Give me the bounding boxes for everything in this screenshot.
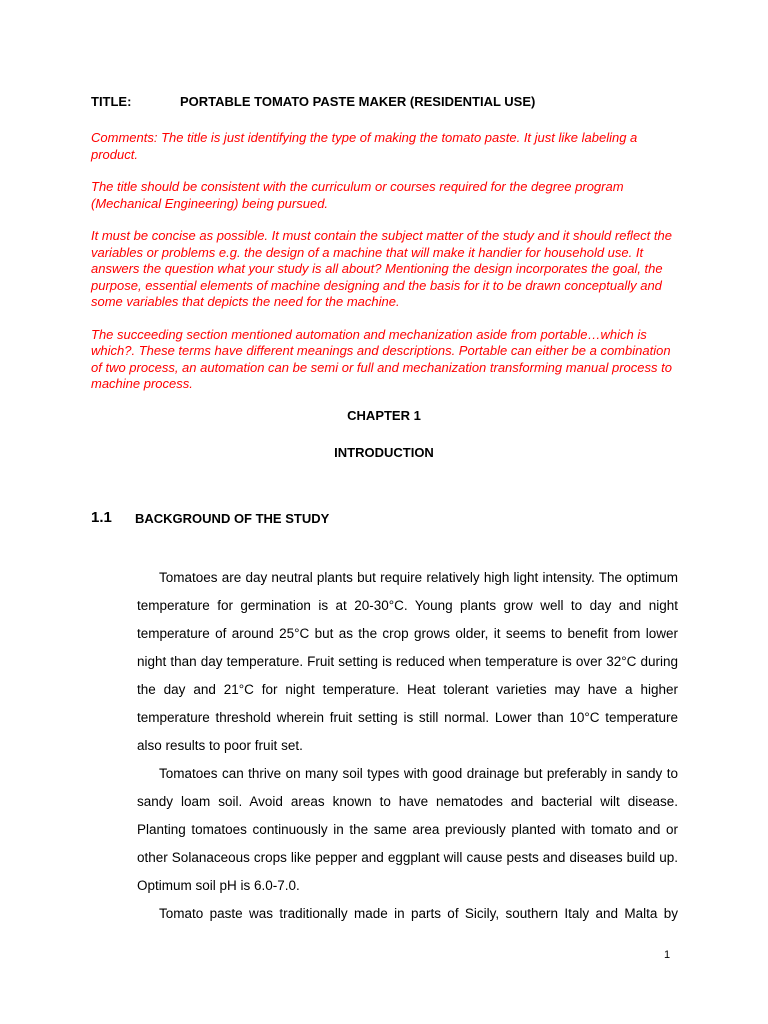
body-paragraph: Tomatoes can thrive on many soil types with good drainage but preferably in sandy to sandy loam soil. Avoid areas known to have nematodes and bacterial wilt disease. Planting tomatoes continuously in the same area previously planted with tomato and or other Solanaceous crops like pepper and eggplant will cause pests and diseases build up. Optimum soil pH is 6.0-7.0. bbox=[137, 766, 678, 893]
reviewer-comments bbox=[91, 130, 681, 409]
body-paragraph: Tomato paste was traditionally made in parts of Sicily, southern Italy and Malta by bbox=[159, 906, 678, 921]
section-number: 1.1 bbox=[91, 509, 112, 526]
title-line bbox=[91, 94, 536, 109]
chapter-label: CHAPTER 1 bbox=[347, 408, 421, 423]
comment-paragraph: The title should be consistent with the curriculum or courses required for the degree program (Mechanical Engineering) being pursued. bbox=[91, 179, 624, 211]
document-title: PORTABLE TOMATO PASTE MAKER (RESIDENTIAL USE) bbox=[180, 94, 536, 109]
title-label: TITLE: bbox=[91, 94, 132, 109]
page-number: 1 bbox=[664, 949, 671, 961]
section-title: BACKGROUND OF THE STUDY bbox=[135, 511, 330, 526]
section-heading bbox=[91, 509, 330, 527]
comment-paragraph: It must be concise as possible. It must contain the subject matter of the study and it should reflect the variables or problems e.g. the design of a machine that will make it handier for household use. It answers the question what your study is all about? Mentioning the design incorporates the goal, the purpose, essential elements of machine designing and the basis for it to be drawn conceptually and some variables that depicts the need for the machine. bbox=[91, 228, 672, 309]
body-text bbox=[137, 564, 678, 928]
body-paragraph: Tomatoes are day neutral plants but require relatively high light intensity. The optimum temperature for germination is at 20-30°C. Young plants grow well to day and night temperature of around 25°C but as the crop grows older, it seems to benefit from lower night than day temperature. Fruit setting is reduced when temperature is over 32°C during the day and 21°C for night temperature. Heat tolerant varieties may have a higher temperature threshold wherein fruit setting is still normal. Lower than 10°C temperature also results to poor fruit set. bbox=[137, 570, 678, 753]
comment-paragraph: Comments: The title is just identifying the type of making the tomato paste. It just like labeling a product. bbox=[91, 130, 638, 162]
comment-paragraph: The succeeding section mentioned automation and mechanization aside from portable…which is which?. These terms have different meanings and descriptions. Portable can either be a combination of two process, an automation can be semi or full and mechanization transforming manual process to machine process. bbox=[91, 326, 672, 391]
chapter-heading: INTRODUCTION bbox=[334, 445, 434, 460]
